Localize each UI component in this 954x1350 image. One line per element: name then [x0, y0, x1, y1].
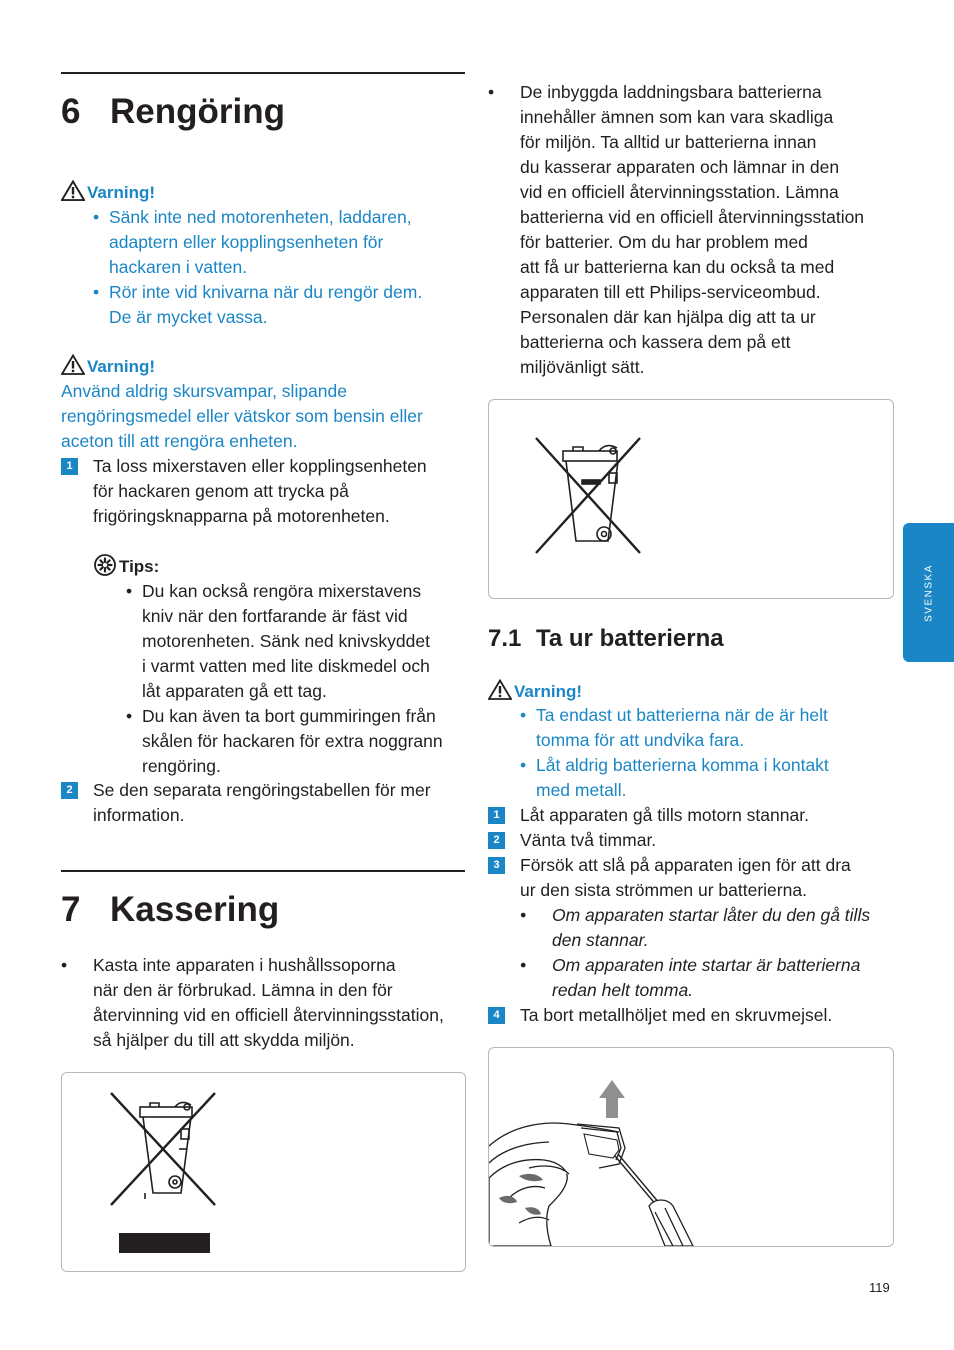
step-text: Ta bort metallhöljet med en skruvmejsel.: [520, 1005, 833, 1025]
step-number-badge: 2: [488, 832, 505, 849]
line: motorenheten. Sänk ned knivskyddet: [142, 631, 430, 651]
warning-triangle-icon: [61, 180, 85, 201]
line: vid en officiell återvinningsstation. Lämna: [520, 182, 839, 202]
bullet-symbol: •: [520, 955, 527, 975]
warning-heading: [61, 180, 155, 205]
warning-label: Varning!: [87, 357, 156, 376]
section-6-rule: [61, 72, 465, 74]
step-number-badge: 1: [488, 807, 505, 824]
line: Kasta inte apparaten i hushållssoporna: [93, 955, 396, 975]
tips-label: Tips:: [119, 557, 160, 576]
line: Om apparaten inte startar är batterierna: [552, 955, 861, 975]
step-text: [93, 454, 465, 529]
line: Om apparaten startar låter du den gå tills: [552, 905, 871, 925]
line: att få ur batterierna kan du också ta med: [520, 257, 835, 277]
line: innehåller ämnen som kan vara skadliga: [520, 107, 834, 127]
line: information.: [93, 805, 185, 825]
section-number: 7.1: [488, 625, 522, 652]
line: hackaren i vatten.: [109, 257, 248, 277]
side-tab-label: SVENSKA: [923, 563, 934, 622]
warning-triangle-icon: [61, 354, 85, 375]
line: så hjälper du till att skydda miljön.: [93, 1030, 355, 1050]
line: Du kan även ta bort gummiringen från: [142, 706, 436, 726]
line: Låt aldrig batterierna komma i kontakt: [536, 755, 829, 775]
section-7-rule: [61, 870, 465, 872]
line: adaptern eller kopplingsenheten för: [109, 232, 384, 252]
section-title: Ta ur batterierna: [536, 625, 724, 652]
step-text: [520, 853, 892, 903]
warning-label: Varning!: [87, 183, 156, 202]
line: kniv när den fortfarande är fäst vid: [142, 606, 408, 626]
warning-label: Varning!: [514, 682, 583, 701]
warning-heading: [488, 679, 582, 704]
line: med metall.: [536, 780, 627, 800]
section-7-1-heading: [488, 624, 724, 654]
bullet-text: [552, 953, 892, 1003]
up-arrow-icon: [599, 1080, 625, 1118]
line: för batterier. Om du har problem med: [520, 232, 808, 252]
language-side-tab: [903, 523, 954, 662]
line: Rör inte vid knivarna när du rengör dem.: [109, 282, 423, 302]
screwdriver-illustration: [489, 1048, 893, 1246]
bullet-text: [93, 953, 471, 1053]
list-item: [93, 280, 465, 330]
page-number: 119: [869, 1280, 890, 1295]
section-title: Kassering: [110, 890, 280, 929]
line: låt apparaten gå ett tag.: [142, 681, 327, 701]
illustration-box-weee: [61, 1072, 466, 1272]
warning-list: [93, 205, 465, 330]
crossed-bin-icon: [107, 1089, 237, 1259]
line: skålen för hackaren för extra noggrann: [142, 731, 443, 751]
list-item: [520, 753, 892, 803]
section-7-heading: [61, 890, 279, 930]
line: rengöringsmedel eller vätskor som bensin eller: [61, 406, 423, 426]
step-number-badge: 2: [61, 782, 78, 799]
step-text: Låt apparaten gå tills motorn stannar.: [520, 805, 809, 825]
bullet-symbol: •: [488, 82, 495, 102]
line: återvinning vid en officiell återvinningsstation,: [93, 1005, 444, 1025]
list-item: [126, 704, 466, 779]
step-number-badge: 3: [488, 857, 505, 874]
line: Försök att slå på apparaten igen för att dra: [520, 855, 851, 875]
step-text: [93, 778, 465, 828]
line: i varmt vatten med lite diskmedel och: [142, 656, 430, 676]
bullet-symbol: •: [520, 905, 527, 925]
illustration-box-battery-weee: [488, 399, 894, 599]
bullet-symbol: •: [61, 955, 68, 975]
line: för hackaren genom att trycka på: [93, 481, 349, 501]
line: batterierna och kassera dem på ett: [520, 332, 791, 352]
line: för miljön. Ta alltid ur batterierna innan: [520, 132, 817, 152]
line: Ta loss mixerstaven eller kopplingsenheten: [93, 456, 427, 476]
line: när den är förbrukad. Lämna in den för: [93, 980, 393, 1000]
line: ur den sista strömmen ur batterierna.: [520, 880, 807, 900]
line: rengöring.: [142, 756, 221, 776]
line: De inbyggda laddningsbara batterierna: [520, 82, 822, 102]
line: frigöringsknapparna på motorenheten.: [93, 506, 390, 526]
line: apparaten till ett Philips-serviceombud.: [520, 282, 821, 302]
list-item: [126, 579, 466, 704]
list-item: [520, 703, 892, 753]
line: Du kan också rengöra mixerstavens: [142, 581, 422, 601]
line: De är mycket vassa.: [109, 307, 268, 327]
line: batterierna vid en officiell återvinningsstation: [520, 207, 865, 227]
line: Se den separata rengöringstabellen för mer: [93, 780, 431, 800]
line: miljövänligt sätt.: [520, 357, 645, 377]
line: du kasserar apparaten och lämnar in den: [520, 157, 840, 177]
crossed-bin-icon: [533, 433, 653, 563]
step-number-badge: 4: [488, 1007, 505, 1024]
step-number-badge: 1: [61, 458, 78, 475]
bullet-text: [552, 903, 892, 953]
section-6-heading: [61, 92, 285, 132]
step-text: Vänta två timmar.: [520, 830, 657, 850]
section-number: 7: [61, 890, 81, 929]
line: Använd aldrig skursvampar, slipande: [61, 381, 347, 401]
section-title: Rengöring: [110, 92, 285, 131]
line: Ta endast ut batterierna när de är helt: [536, 705, 828, 725]
section-number: 6: [61, 92, 81, 131]
bullet-text: [520, 80, 900, 380]
tips-heading: [94, 554, 159, 579]
line: redan helt tomma.: [552, 980, 694, 1000]
warning-list: [520, 703, 892, 803]
tips-list: [126, 579, 466, 779]
warning-text: [61, 379, 465, 454]
line: Sänk inte ned motorenheten, laddaren,: [109, 207, 412, 227]
line: Personalen där kan hjälpa dig att ta ur: [520, 307, 816, 327]
line: tomma för att undvika fara.: [536, 730, 745, 750]
warning-heading: [61, 354, 155, 379]
line: den stannar.: [552, 930, 649, 950]
warning-triangle-icon: [488, 679, 512, 700]
line: aceton till att rengöra enheten.: [61, 431, 298, 451]
illustration-box-screwdriver: [488, 1047, 894, 1247]
list-item: [93, 205, 465, 280]
tips-gear-icon: [94, 554, 116, 576]
